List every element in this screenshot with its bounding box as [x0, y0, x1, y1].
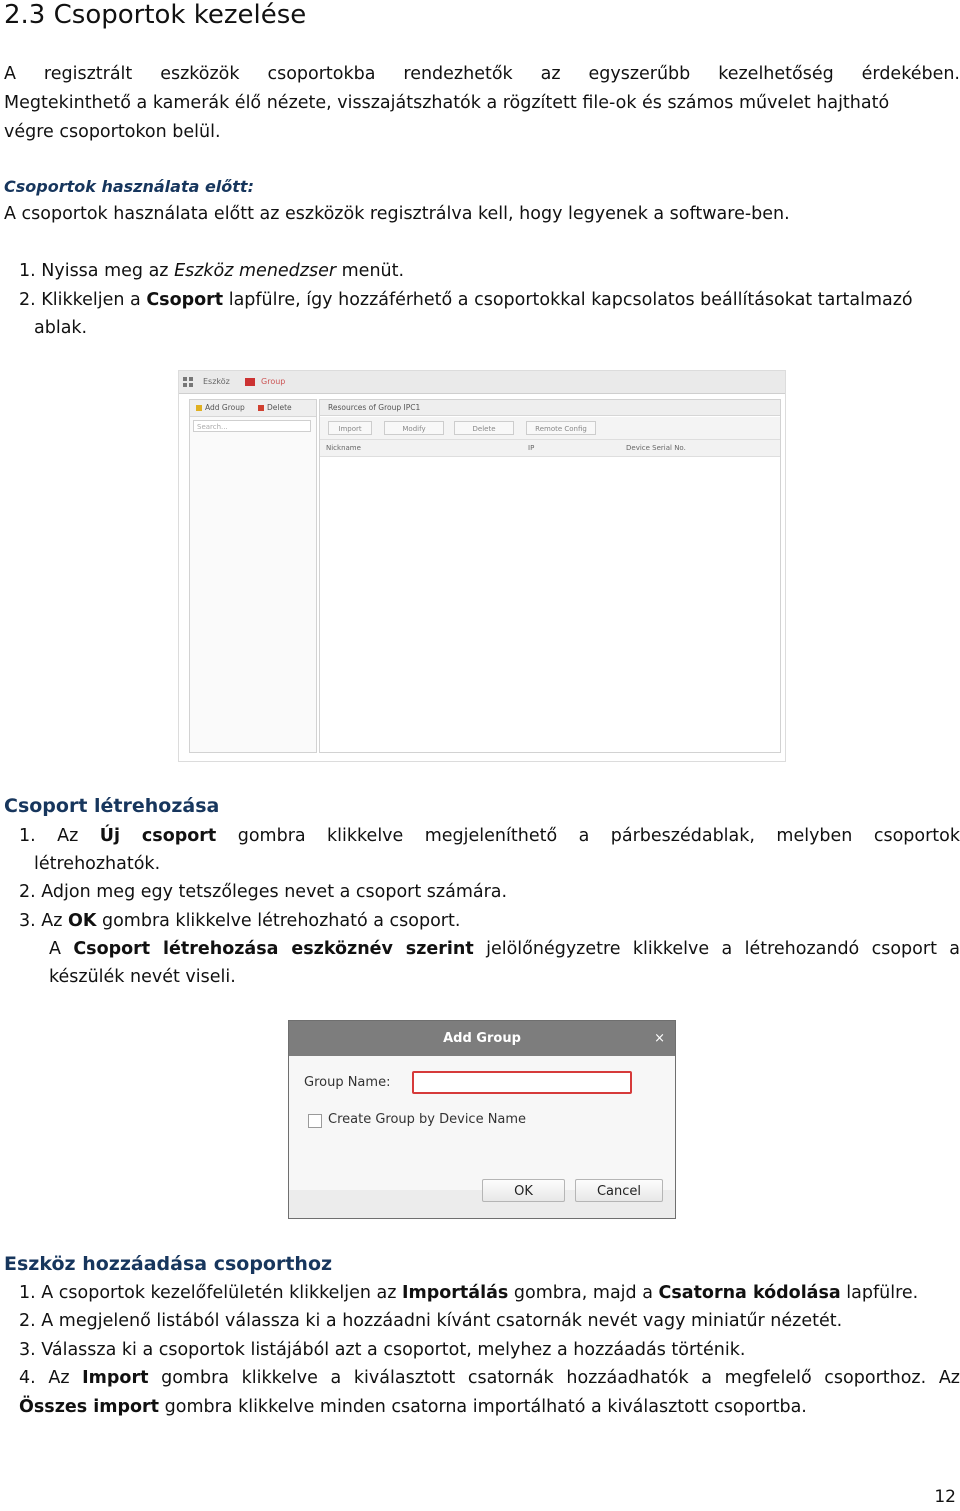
resources-table-header — [320, 440, 780, 457]
add-step-3: 3. Válassza ki a csoportok listájából azt a csoportot, melyhez a hozzáadás történik. — [19, 1340, 746, 1360]
group-name-label: Group Name: — [304, 1075, 391, 1090]
step-open-menu-suffix: menüt. — [336, 261, 405, 281]
intro-line-2: Megtekinthető a kamerák élő nézete, visszajátszhatók a rögzített file-ok és számos művelet hajtható — [4, 93, 890, 113]
group-icon — [245, 374, 257, 390]
dialog-title: Add Group — [289, 1021, 675, 1056]
grid-icon — [183, 374, 193, 390]
create-note-bold: Csoport létrehozása eszköznév szerint — [73, 939, 474, 959]
add-step-4-cont — [19, 1393, 807, 1422]
add-step-4-suffix: gombra klikkelve a kiválasztott csatornák hozzáadhatók a megfelelő csoporthoz. Az — [148, 1368, 960, 1388]
group-window-tabbar — [179, 371, 785, 394]
add-step-1-prefix: 1. A csoportok kezelőfelületén klikkeljen az — [19, 1283, 402, 1303]
add-step-1-bold2: Csatorna kódolása — [658, 1283, 841, 1303]
group-search-input[interactable]: Search... — [193, 420, 311, 432]
add-group-icon — [196, 405, 202, 411]
resources-toolbar — [320, 417, 780, 440]
page-heading: 2.3 Csoportok kezelése — [4, 0, 307, 30]
before-use-title: Csoportok használata előtt: — [4, 177, 254, 196]
step-click-tab-prefix: 2. Klikkeljen a — [19, 290, 147, 310]
create-by-device-name-label: Create Group by Device Name — [328, 1112, 527, 1127]
add-step-1-bold1: Importálás — [402, 1283, 509, 1303]
group-resources-panel — [319, 399, 781, 753]
col-ip: IP — [528, 444, 535, 452]
create-step-2: 2. Adjon meg egy tetszőleges nevet a csoport számára. — [19, 882, 508, 902]
add-group-dialog — [288, 1020, 676, 1219]
group-window-screenshot — [178, 370, 786, 762]
add-step-4-bold: Import — [82, 1368, 149, 1388]
add-group-button[interactable]: Add Group — [205, 403, 245, 412]
remote-config-button[interactable]: Remote Config — [526, 421, 596, 435]
create-note — [49, 935, 960, 964]
create-note-suffix: jelölőnégyzetre klikkelve a létrehozandó csoport a — [473, 939, 960, 959]
tab-group[interactable]: Group — [261, 377, 286, 386]
step-open-menu-italic: Eszköz menedzser — [174, 261, 337, 281]
tab-device[interactable]: Eszköz — [203, 377, 230, 386]
step-click-tab-suffix: lapfülre, így hozzáférhető a csoportokkal kapcsolatos beállításokat tartalmazó — [223, 290, 913, 310]
add-step-4 — [19, 1364, 960, 1393]
create-note-cont: készülék nevét viseli. — [49, 967, 236, 987]
before-use-text: A csoportok használata előtt az eszközök regisztrálva kell, hogy legyenek a software-ben. — [4, 204, 790, 224]
intro-line-1: A regisztrált eszközök csoportokba rendezhetők az egyszerűbb kezelhetőség érdekében. — [4, 64, 960, 84]
group-toolbar — [190, 400, 316, 417]
add-step-4-prefix: 4. Az — [19, 1368, 83, 1388]
create-by-device-name-checkbox[interactable] — [308, 1114, 322, 1128]
modify-button[interactable]: Modify — [384, 421, 444, 435]
add-device-title: Eszköz hozzáadása csoporthoz — [4, 1253, 333, 1275]
create-group-title: Csoport létrehozása — [4, 795, 220, 817]
add-step-1 — [19, 1279, 918, 1308]
create-step-1-cont: létrehozhatók. — [34, 854, 161, 874]
col-nickname: Nickname — [326, 444, 361, 452]
create-step-3 — [19, 907, 460, 936]
create-step-3-bold: OK — [67, 911, 97, 931]
close-icon[interactable]: × — [654, 1031, 665, 1046]
add-step-2: 2. A megjelenő listából válassza ki a hozzáadni kívánt csatornák nevét vagy miniatűr nézetét. — [19, 1311, 843, 1331]
add-step-1-mid: gombra, majd a — [508, 1283, 659, 1303]
intro-line-3: végre csoportokon belül. — [4, 122, 221, 142]
step-click-tab-cont: ablak. — [34, 318, 88, 338]
add-step-4-cont-bold: Összes import — [19, 1397, 160, 1417]
step-open-menu-prefix: 1. Nyissa meg az — [19, 261, 175, 281]
delete-group-icon — [258, 405, 264, 411]
dialog-body — [289, 1056, 675, 1190]
create-note-prefix: A — [49, 939, 74, 959]
create-step-1 — [19, 822, 960, 851]
create-step-3-suffix: gombra klikkelve létrehozható a csoport. — [96, 911, 461, 931]
step-open-menu — [19, 257, 404, 286]
import-button[interactable]: Import — [328, 421, 372, 435]
delete-button[interactable]: Delete — [454, 421, 514, 435]
add-step-1-suffix: lapfülre. — [840, 1283, 919, 1303]
step-click-tab-bold: Csoport — [146, 290, 224, 310]
create-step-3-prefix: 3. Az — [19, 911, 68, 931]
create-step-1-bold: Új csoport — [99, 826, 217, 846]
step-click-tab — [19, 286, 913, 315]
col-serial: Device Serial No. — [626, 444, 686, 452]
page-number: 12 — [934, 1487, 956, 1507]
group-name-input[interactable] — [412, 1071, 632, 1094]
create-step-1-suffix: gombra klikkelve megjeleníthető a párbeszédablak, melyben csoportok — [216, 826, 960, 846]
create-step-1-prefix: 1. Az — [19, 826, 100, 846]
delete-group-button[interactable]: Delete — [267, 403, 292, 412]
ok-button[interactable]: OK — [482, 1179, 565, 1202]
group-resources-title: Resources of Group IPC1 — [320, 400, 780, 416]
group-list-panel — [189, 399, 317, 753]
add-step-4-cont-suffix: gombra klikkelve minden csatorna importálható a kiválasztott csoportba. — [159, 1397, 807, 1417]
cancel-button[interactable]: Cancel — [575, 1179, 663, 1202]
